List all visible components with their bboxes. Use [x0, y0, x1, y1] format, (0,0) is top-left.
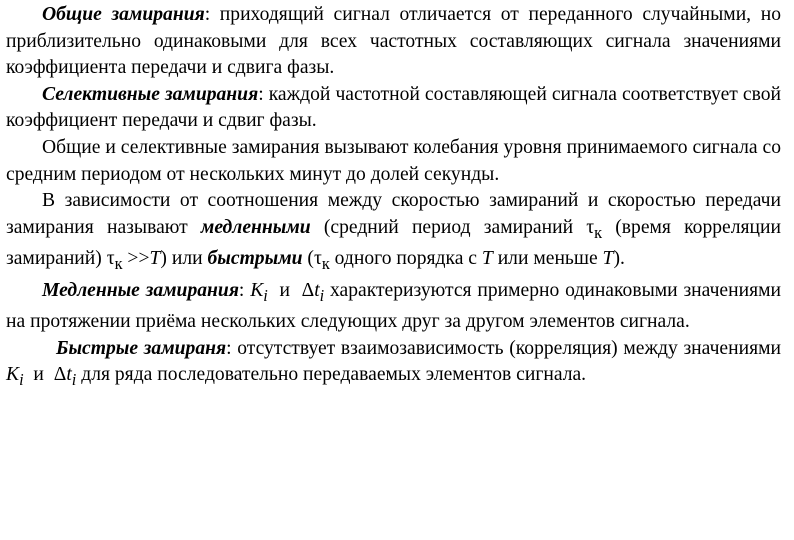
- classification-text-i: ).: [613, 248, 625, 270]
- variable-K: K: [250, 279, 264, 301]
- subscript-i: i: [263, 285, 268, 305]
- variable-T: T: [602, 248, 614, 270]
- classification-text-a: В зависимости от соотношения между скоростью замираний и скоростью передачи замирания называют: [6, 190, 781, 238]
- subscript-k: к: [321, 254, 330, 274]
- term-slow-fading: Медленные замирания: [42, 279, 239, 301]
- delta-symbol: Δ: [53, 364, 67, 386]
- classification-text-d: >>: [122, 248, 150, 270]
- variable-t: t: [314, 279, 320, 301]
- subscript-k: к: [114, 254, 123, 274]
- variable-T: T: [481, 248, 493, 270]
- subscript-i: i: [71, 370, 77, 390]
- tau-symbol: τ: [586, 216, 595, 238]
- paragraph-fading-effects: [6, 135, 781, 188]
- general-fading-definition: : приходящий сигнал отличается от переданного случайными, но приблизительно одинаковыми для всех частотных составляющих сигнала значениями коэффициента передачи и сдвига фазы.: [6, 4, 781, 79]
- classification-text-e: ) или: [160, 248, 208, 270]
- term-selective-fading: Селективные замирания: [42, 83, 259, 105]
- classification-text-g: одного порядка с: [329, 248, 482, 270]
- slow-fading-text-a: :: [238, 279, 251, 301]
- variable-T: T: [149, 248, 161, 270]
- term-fast-fading: Быстрые замираня: [56, 337, 227, 359]
- variable-t: t: [66, 364, 72, 386]
- tau-symbol: τ: [106, 248, 115, 270]
- subscript-i: i: [19, 370, 24, 390]
- classification-text-h: или меньше: [492, 248, 603, 270]
- paragraph-selective-fading: [6, 82, 781, 135]
- paragraph-general-fading: [6, 2, 781, 82]
- delta-symbol: Δ: [301, 279, 315, 301]
- term-general-fading: Общие замирания: [42, 4, 205, 25]
- paragraph-fast-fading: [6, 336, 781, 394]
- paragraph-slow-fading: [6, 278, 781, 336]
- fading-effects-text: Общие и селективные замирания вызывают колебания уровня принимаемого сигнала со средним периодом от нескольких минут до долей секунды.: [6, 136, 781, 185]
- term-slow: медленными: [200, 216, 311, 238]
- fast-fading-text-c: для ряда последовательно передаваемых элементов сигнала.: [76, 364, 587, 386]
- term-fast: быстрыми: [207, 248, 303, 270]
- selective-fading-definition: : каждой частотной составляющей сигнала соответствует свой коэффициент передачи и сдвиг фазы.: [6, 83, 781, 132]
- paragraph-slow-fast-classification: [6, 188, 781, 278]
- tau-symbol: τ: [313, 248, 322, 270]
- classification-text-f: (: [302, 248, 314, 270]
- slow-fading-text-b: и: [267, 279, 302, 301]
- subscript-k: к: [594, 222, 603, 242]
- fast-fading-text-a: : отсутствует взаимозависимость (корреляция) между значениями: [226, 337, 782, 359]
- subscript-i: i: [319, 285, 325, 305]
- classification-text-b: (средний период замираний: [310, 216, 587, 238]
- classification-text-c: (время корреляции замираний): [6, 216, 781, 270]
- variable-K: K: [6, 364, 20, 386]
- slow-fading-text-c: характеризуются примерно одинаковыми значениями на протяжении приёма нескольких следующих друг за другом элементов сигнала.: [6, 279, 781, 333]
- fast-fading-text-b: и: [23, 364, 54, 386]
